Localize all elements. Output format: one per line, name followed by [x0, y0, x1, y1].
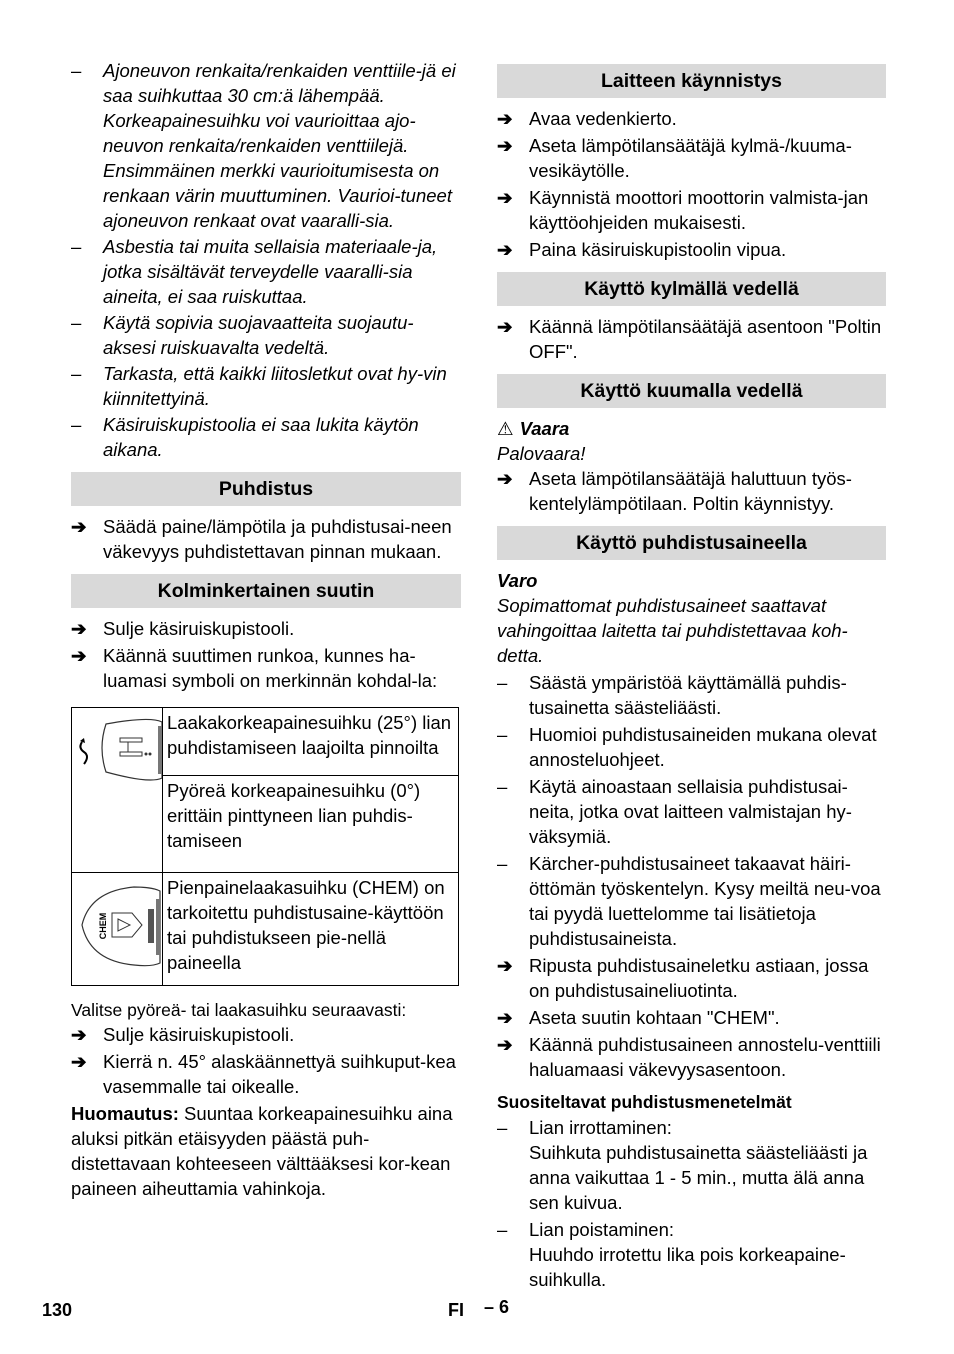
safety-item: – Ajoneuvon renkaita/renkaiden venttiile-jä ei saa suihkuttaa 30 cm:ä lähempää. Korkeapainesuihku voi vaurioittaa ajo-neuvon renkaita/renkaiden venttiilejä. Ensimmäinen merkki vaurioitumisesta on renkaan värin muuttuminen. Vaurioi-tuneet ajoneuvon renkaat ovat vaaralli-sia.	[71, 58, 461, 233]
safety-item: – Asbestia tai muita sellaisia materiaale-ja, jotka sisältävät terveydelle vaaralli-sia aineita, ei saa ruiskuttaa.	[71, 234, 461, 309]
left-column	[71, 58, 461, 1201]
section-heading-kylma: Käyttö kylmällä vedellä	[497, 272, 886, 306]
section-heading-kuuma: Käyttö kuumalla vedellä	[497, 374, 886, 408]
safety-item: – Tarkasta, että kaikki liitosletkut ovat hy-vin kiinnitettyinä.	[71, 361, 461, 411]
caution-text: Sopimattomat puhdistusaineet saattavat vahingoittaa laitetta tai puhdistettavaa koh-detta.	[497, 595, 848, 666]
language-code: FI	[448, 1300, 464, 1320]
step-item: ➔ Käännä suuttimen runkoa, kunnes ha-luamasi symboli on merkinnän kohdal-la:	[71, 643, 461, 693]
method-text: Huuhdo irrotettu lika pois korkeapaine-suihkulla.	[529, 1244, 846, 1290]
danger-heading: ⚠ Vaara	[497, 418, 570, 439]
step-item: ➔ Aseta suutin kohtaan "CHEM".	[497, 1005, 886, 1030]
section-heading-puhdistus: Puhdistus	[71, 472, 461, 506]
step-item: ➔ Säädä paine/lämpötila ja puhdistusai-neen väkevyys puhdistettavan pinnan mukaan.	[71, 514, 461, 564]
nozzle-chem-image	[72, 873, 163, 986]
dash-item: – Käytä ainoastaan sellaisia puhdistusai-neita, jotka ovat laitteen valmistajan hy-väksymiä.	[497, 774, 886, 849]
note-text: Suuntaa korkeapainesuihku aina aluksi pitkän etäisyyden päästä puh-distettavaan kohteeseen välttääksesi kor-kean paineen aiheuttamia vahinkoja.	[71, 1103, 453, 1199]
note-label: Huomautus:	[71, 1103, 179, 1124]
step-item: ➔ Käynnistä moottori moottorin valmista-jan käyttöohjeiden mukaisesti.	[497, 185, 886, 235]
nozzle-flat-image	[72, 708, 163, 873]
step-item: ➔ Aseta lämpötilansäätäjä haluttuun työs-kentelylämpötilaan. Poltin käynnistyy.	[497, 466, 886, 516]
step-item: ➔ Sulje käsiruiskupistooli.	[71, 616, 461, 641]
caution-heading: Varo	[497, 570, 538, 591]
method-title: – Lian poistaminen:	[497, 1217, 886, 1242]
section-heading-kaynnistys: Laitteen käynnistys	[497, 64, 886, 98]
nozzle-flat-description: Laakakorkeapainesuihku (25°) lian puhdistamiseen laajoilta pinnoilta	[163, 708, 459, 776]
step-item: ➔ Ripusta puhdistusaineletku astiaan, jossa on puhdistusaineliuotinta.	[497, 953, 886, 1003]
method-text: Suihkuta puhdistusainetta säästeliäästi ja anna vaikuttaa 1 - 5 min., mutta älä anna sen kuivua.	[529, 1142, 868, 1213]
methods-heading: Suositeltavat puhdistusmenetelmät	[497, 1092, 792, 1112]
section-heading-suutin: Kolminkertainen suutin	[71, 574, 461, 608]
page-number: 130	[42, 1300, 73, 1320]
step-item: ➔ Kierrä n. 45° alaskäännettyä suihkuput-kea vasemmalle tai oikealle.	[71, 1049, 461, 1099]
safety-item: – Käsiruiskupistoolia ei saa lukita käytön aikana.	[71, 412, 461, 462]
note-paragraph	[71, 1101, 461, 1201]
nozzle-table	[71, 707, 459, 986]
right-column	[497, 64, 886, 1292]
step-item: ➔ Aseta lämpötilansäätäjä kylmä-/kuuma-vesikäytölle.	[497, 133, 886, 183]
dash-item: – Huomioi puhdistusaineiden mukana olevat annosteluohjeet.	[497, 722, 886, 772]
nozzle-chem-description: Pienpainelaakasuihku (CHEM) on tarkoitettu puhdistusaine-käyttöön tai puhdistukseen pie-nellä paineella	[163, 873, 459, 986]
step-item: ➔ Avaa vedenkierto.	[497, 106, 886, 131]
nozzle-round-description: Pyöreä korkeapainesuihku (0°) erittäin pinttyneen lian puhdis-tamiseen	[163, 776, 459, 873]
step-item: ➔ Paina käsiruiskupistoolin vipua.	[497, 237, 886, 262]
dash-item: – Kärcher-puhdistusaineet takaavat häiri-öttömän työskentelyn. Kysy meiltä neu-voa tai pyydä luettelomme tai lisätietoja puhdistusaineista.	[497, 851, 886, 951]
nozzle-chem-icon	[72, 873, 162, 979]
chem-label: CHEM	[98, 912, 108, 940]
warning-triangle-icon: ⚠	[497, 418, 514, 439]
step-item: ➔ Käännä puhdistusaineen annostelu-venttiili haluamaasi väkevyysasentoon.	[497, 1032, 886, 1082]
step-item: ➔ Käännä lämpötilansäätäjä asentoon "Poltin OFF".	[497, 314, 886, 364]
method-title: – Lian irrottaminen:	[497, 1115, 886, 1140]
section-heading-aine: Käyttö puhdistusaineella	[497, 526, 886, 560]
section-number: – 6	[484, 1297, 510, 1317]
nozzle-flat-icon	[72, 708, 162, 866]
dash-item: – Säästä ympäristöä käyttämällä puhdis-tusainetta säästeliäästi.	[497, 670, 886, 720]
step-item: ➔ Sulje käsiruiskupistooli.	[71, 1022, 461, 1047]
danger-text: Palovaara!	[497, 443, 586, 464]
choose-instruction: Valitse pyöreä- tai laakasuihku seuraavasti:	[71, 1000, 407, 1020]
safety-item: – Käytä sopivia suojavaatteita suojautu-aksesi ruiskuavalta vedeltä.	[71, 310, 461, 360]
